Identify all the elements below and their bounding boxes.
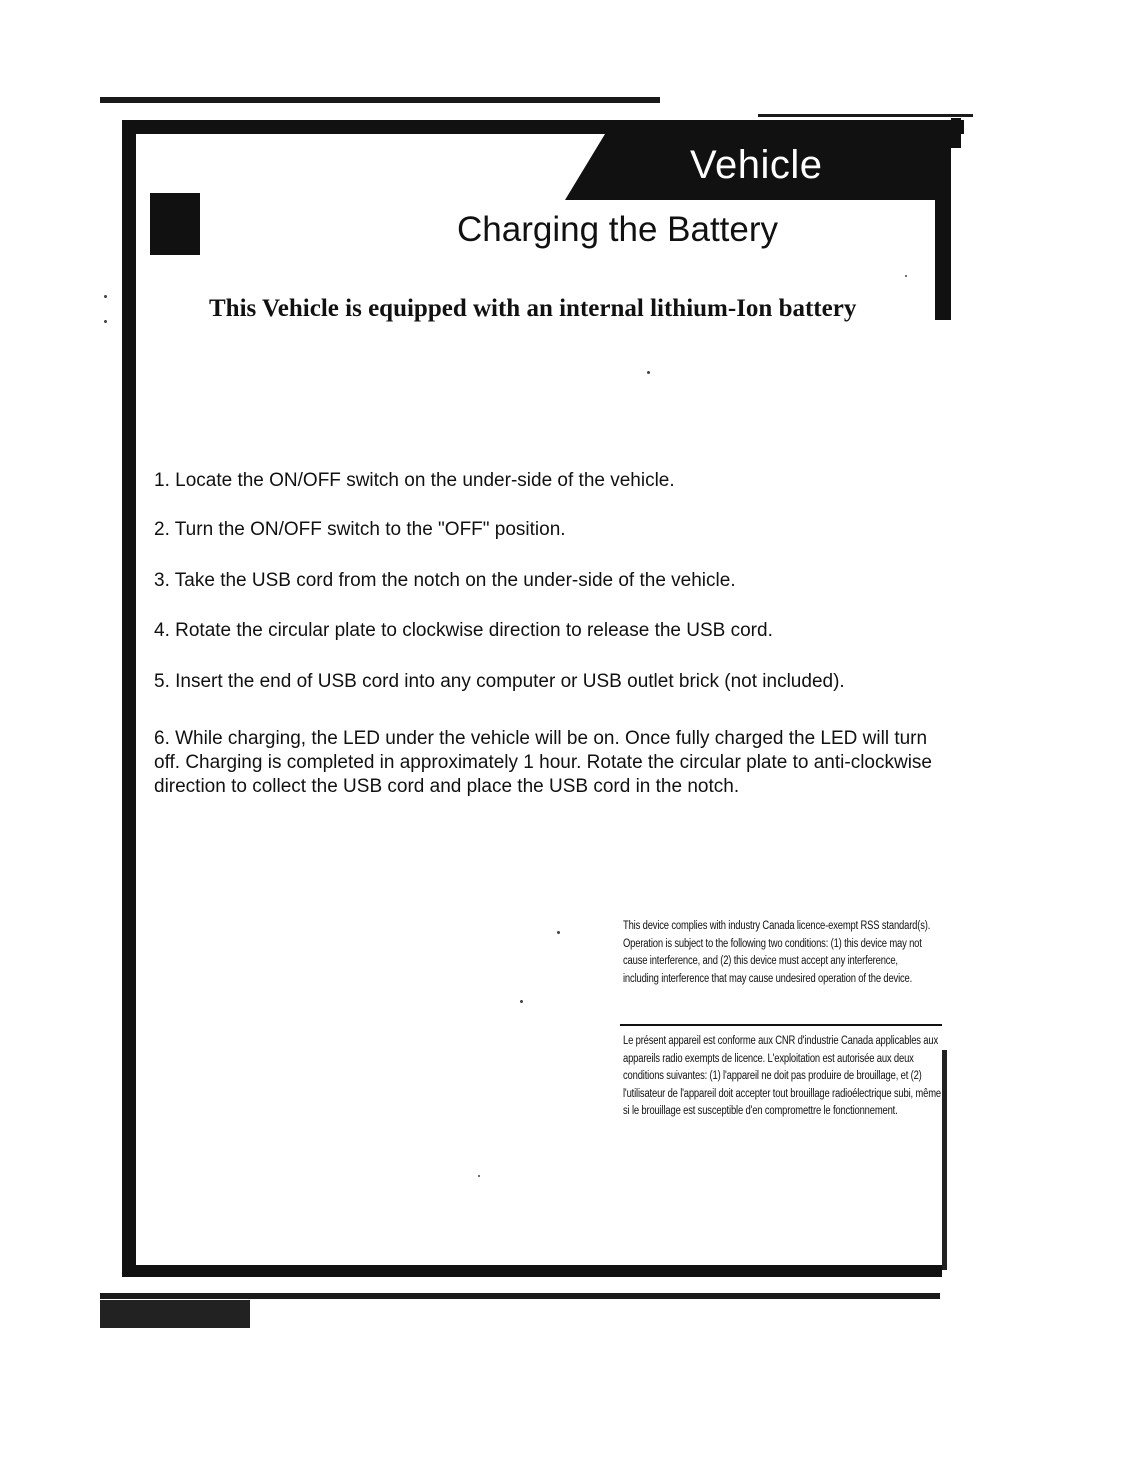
compliance-divider <box>620 1024 942 1026</box>
step-6: 6. While charging, the LED under the vehicle will be on. Once fully charged the LED will turn off. Charging is completed in approximately 1 hour. Rotate the circular plate to anti-clockwise direction to collect the USB cord and place the USB cord in the notch. <box>154 728 932 797</box>
compliance-notice-french: Le présent appareil est conforme aux CNR d'industrie Canada applicables aux appareils radio exempts de licence. L'exploitation est autorisée aux deux conditions suivantes: (1) l'appareil ne doit pas produire de brouillage, et (2) l'utilisateur de l'appareil doit accepter tout brouillage radioélectrique subi, même si le brouillage est susceptible d'en compromettre le fonctionnement. <box>623 1035 941 1117</box>
frame-line-top-outer <box>100 97 660 103</box>
page-subtitle: This Vehicle is equipped with an internal lithium-Ion battery <box>209 295 857 322</box>
scan-speck <box>104 295 107 298</box>
scan-speck <box>647 371 650 374</box>
scan-speck <box>905 275 907 277</box>
frame-line-bottom-outer <box>100 1293 940 1299</box>
frame-border-left <box>122 120 136 1270</box>
frame-line-top-outer-right <box>758 114 973 117</box>
scan-speck <box>557 931 560 934</box>
step-2: 2. Turn the ON/OFF switch to the "OFF" position. <box>154 519 566 540</box>
step-4: 4. Rotate the circular plate to clockwise direction to release the USB cord. <box>154 620 773 641</box>
frame-border-top <box>122 120 964 134</box>
page-title: Charging the Battery <box>457 210 779 249</box>
section-marker-block <box>150 193 200 255</box>
frame-scan-smudge <box>100 1300 250 1328</box>
section-banner-label: Vehicle <box>690 143 823 187</box>
frame-border-bottom <box>122 1265 942 1277</box>
frame-border-right <box>935 120 951 320</box>
scan-speck <box>104 320 107 323</box>
step-3: 3. Take the USB cord from the notch on the under-side of the vehicle. <box>154 570 736 591</box>
frame-border-right-edge <box>951 118 961 148</box>
compliance-notice-english: This device complies with industry Canada licence-exempt RSS standard(s). Operation is subject to the following two conditions: (1) this device may not cause interference, and (2) this device must accept any interference, including interference that may cause undesired operation of the device. <box>623 920 931 985</box>
scan-speck <box>520 1000 523 1003</box>
step-5: 5. Insert the end of USB cord into any computer or USB outlet brick (not included). <box>154 671 845 692</box>
step-1: 1. Locate the ON/OFF switch on the under-side of the vehicle. <box>154 470 675 491</box>
scan-speck <box>478 1175 480 1177</box>
